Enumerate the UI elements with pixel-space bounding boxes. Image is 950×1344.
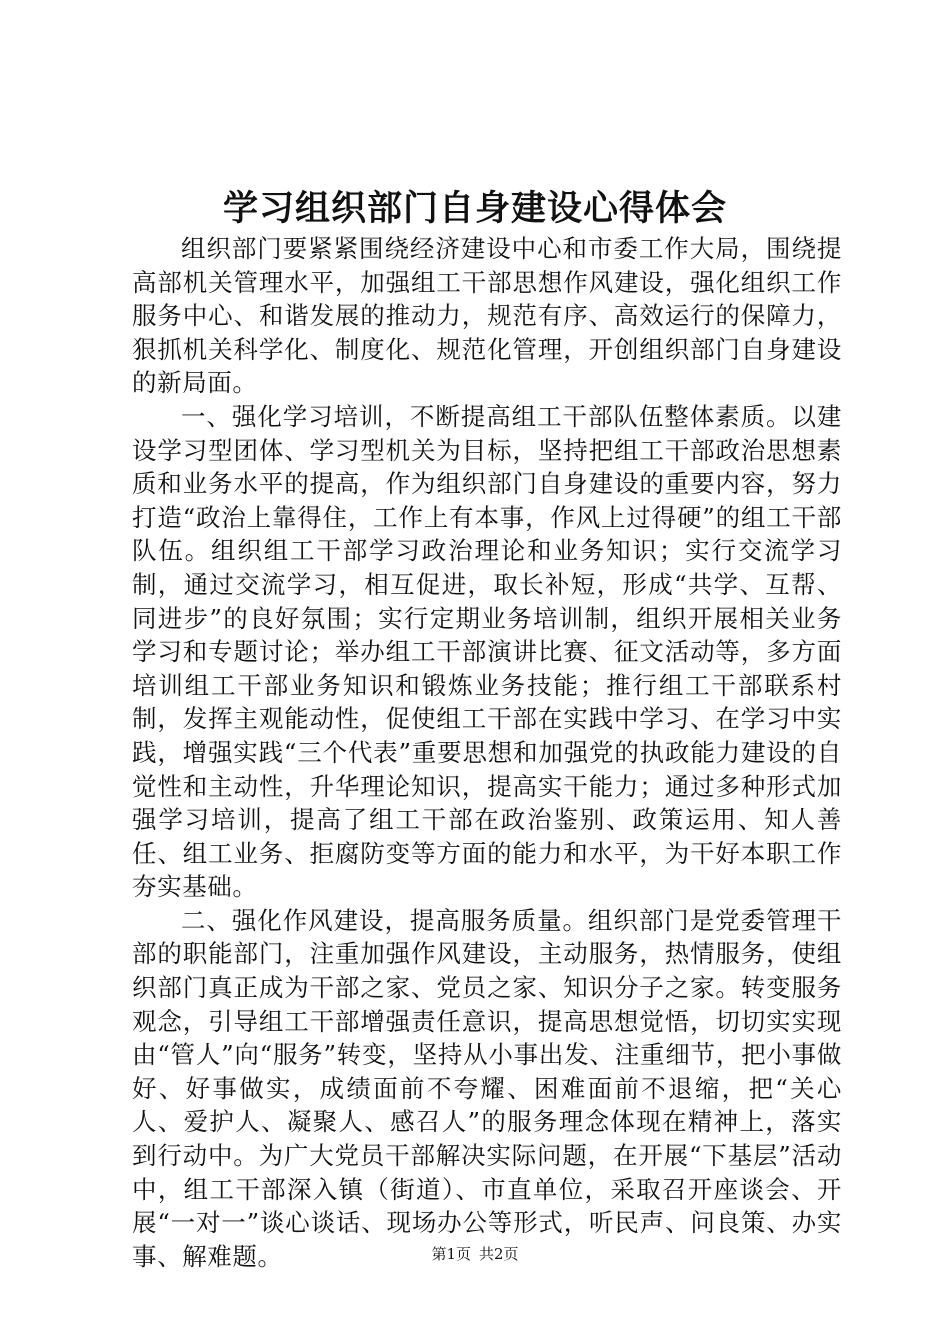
page-footer bbox=[0, 1244, 950, 1264]
intro-paragraph: 组织部门要紧紧围绕经济建设中心和市委工作大局，围绕提高部机关管理水平，加强组工干部思想作风建设，强化组织工作服务中心、和谐发展的推动力，规范有序、高效运行的保障力，狠抓机关科学化、制度化、规范化管理，开创组织部门自身建设的新局面。 bbox=[132, 234, 842, 398]
section-two-paragraph: 二、强化作风建设，提高服务质量。组织部门是党委管理干部的职能部门，注重加强作风建设，主动服务，热情服务，使组织部门真正成为干部之家、党员之家、知识分子之家。转变服务观念，引导组工干部增强责任意识，提高思想觉悟，切切实实现由“管人”向“服务”转变，坚持从小事出发、注重细节，把小事做好、好事做实，成绩面前不夸耀、困难面前不退缩，把“关心人、爱护人、凝聚人、感召人”的服务理念体现在精神上，落实到行动中。为广大党员干部解决实际问题，在开展“下基层”活动中，组工干部深入镇（街道）、市直单位，采取召开座谈会、开展“一对一”谈心谈话、现场办公等形式，听民声、问良策、办实事、解难题。 bbox=[132, 905, 842, 1271]
section-one-paragraph: 一、强化学习培训，不断提高组工干部队伍整体素质。以建设学习型团体、学习型机关为目标，坚持把组工干部政治思想素质和业务水平的提高，作为组织部门自身建设的重要内容，努力打造“政治上靠得住，工作上有本事，作风上过得硬”的组工干部队伍。组织组工干部学习政治理论和业务知识；实行交流学习制，通过交流学习，相互促进，取长补短，形成“共学、互帮、同进步”的良好氛围；实行定期业务培训制，组织开展相关业务学习和专题讨论；举办组工干部演讲比赛、征文活动等，多方面培训组工干部业务知识和锻炼业务技能；推行组工干部联系村制，发挥主观能动性，促使组工干部在实践中学习、在学习中实践，增强实践“三个代表”重要思想和加强党的执政能力建设的自觉性和主动性，升华理论知识，提高实干能力；通过多种形式加强学习培训，提高了组工干部在政治鉴别、政策运用、知人善任、组工业务、拒腐防变等方面的能力和水平，为干好本职工作夯实基础。 bbox=[132, 401, 842, 902]
document-title: 学习组织部门自身建设心得体会 bbox=[222, 189, 727, 229]
page-total: 共2页 bbox=[479, 1245, 519, 1263]
page-number: 第1页 bbox=[431, 1245, 471, 1263]
document-body bbox=[132, 232, 842, 1273]
